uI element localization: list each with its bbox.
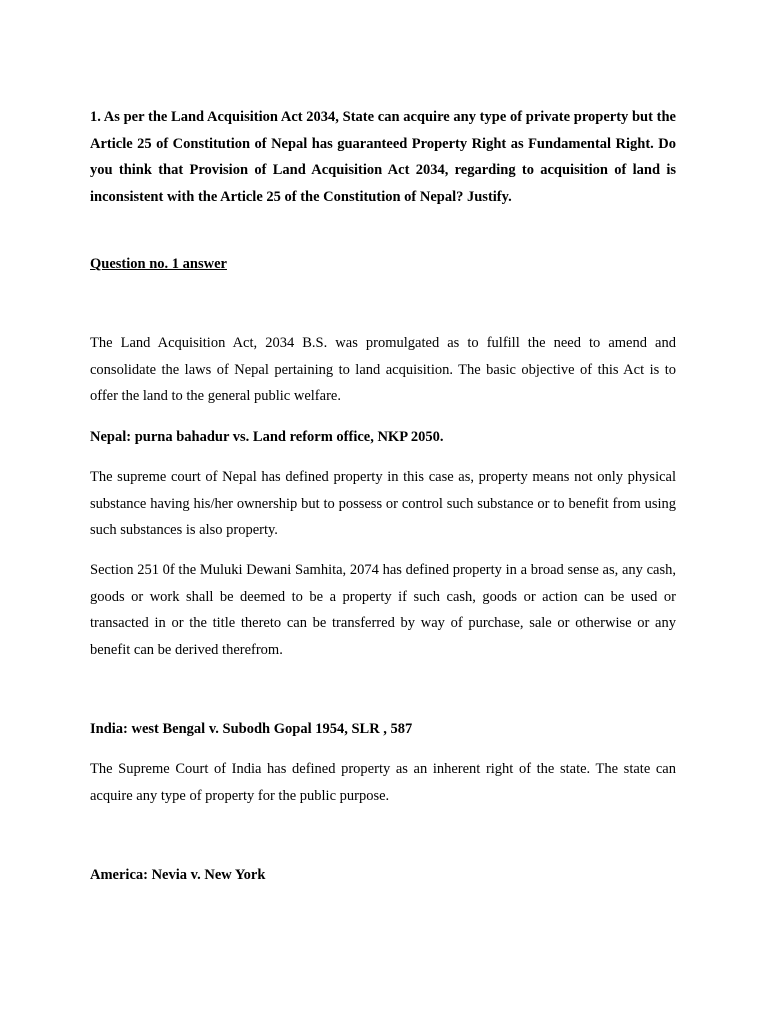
muluki-paragraph: Section 251 0f the Muluki Dewani Samhita, 2074 has defined property in a broad sense as, any cash, goods or work shall be deemed to be a property if such cash, goods or action can be used or transacted in or the title thereto can be transferred by way of purchase, sale or otherwise or any benefit can be derived therefrom. — [90, 562, 676, 659]
answer-heading: Question no. 1 answer — [90, 256, 227, 272]
question-text: 1. As per the Land Acquisition Act 2034, State can acquire any type of private property but the Article 25 of Constitution of Nepal has guaranteed Property Right as Fundamental Right. Do you think that Provision of Land Acquisition Act 2034, regarding to acquisition of land is inconsistent with the Article 25 of the Constitution of Nepal? Justify. — [90, 109, 676, 206]
nepal-case-heading: Nepal: purna bahadur vs. Land reform office, NKP 2050. — [90, 429, 444, 445]
america-case-heading: America: Nevia v. New York — [90, 867, 266, 883]
india-paragraph: The Supreme Court of India has defined property as an inherent right of the state. The state can acquire any type of property for the public purpose. — [90, 761, 676, 804]
india-case-heading: India: west Bengal v. Subodh Gopal 1954, SLR , 587 — [90, 721, 413, 737]
nepal-court-paragraph: The supreme court of Nepal has defined property in this case as, property means not only physical substance having his/her ownership but to possess or control such substance or to benefit from using such substances is also property. — [90, 469, 676, 539]
intro-paragraph: The Land Acquisition Act, 2034 B.S. was promulgated as to fulfill the need to amend and consolidate the laws of Nepal pertaining to land acquisition. The basic objective of this Act is to offer the land to the general public welfare. — [90, 335, 676, 405]
